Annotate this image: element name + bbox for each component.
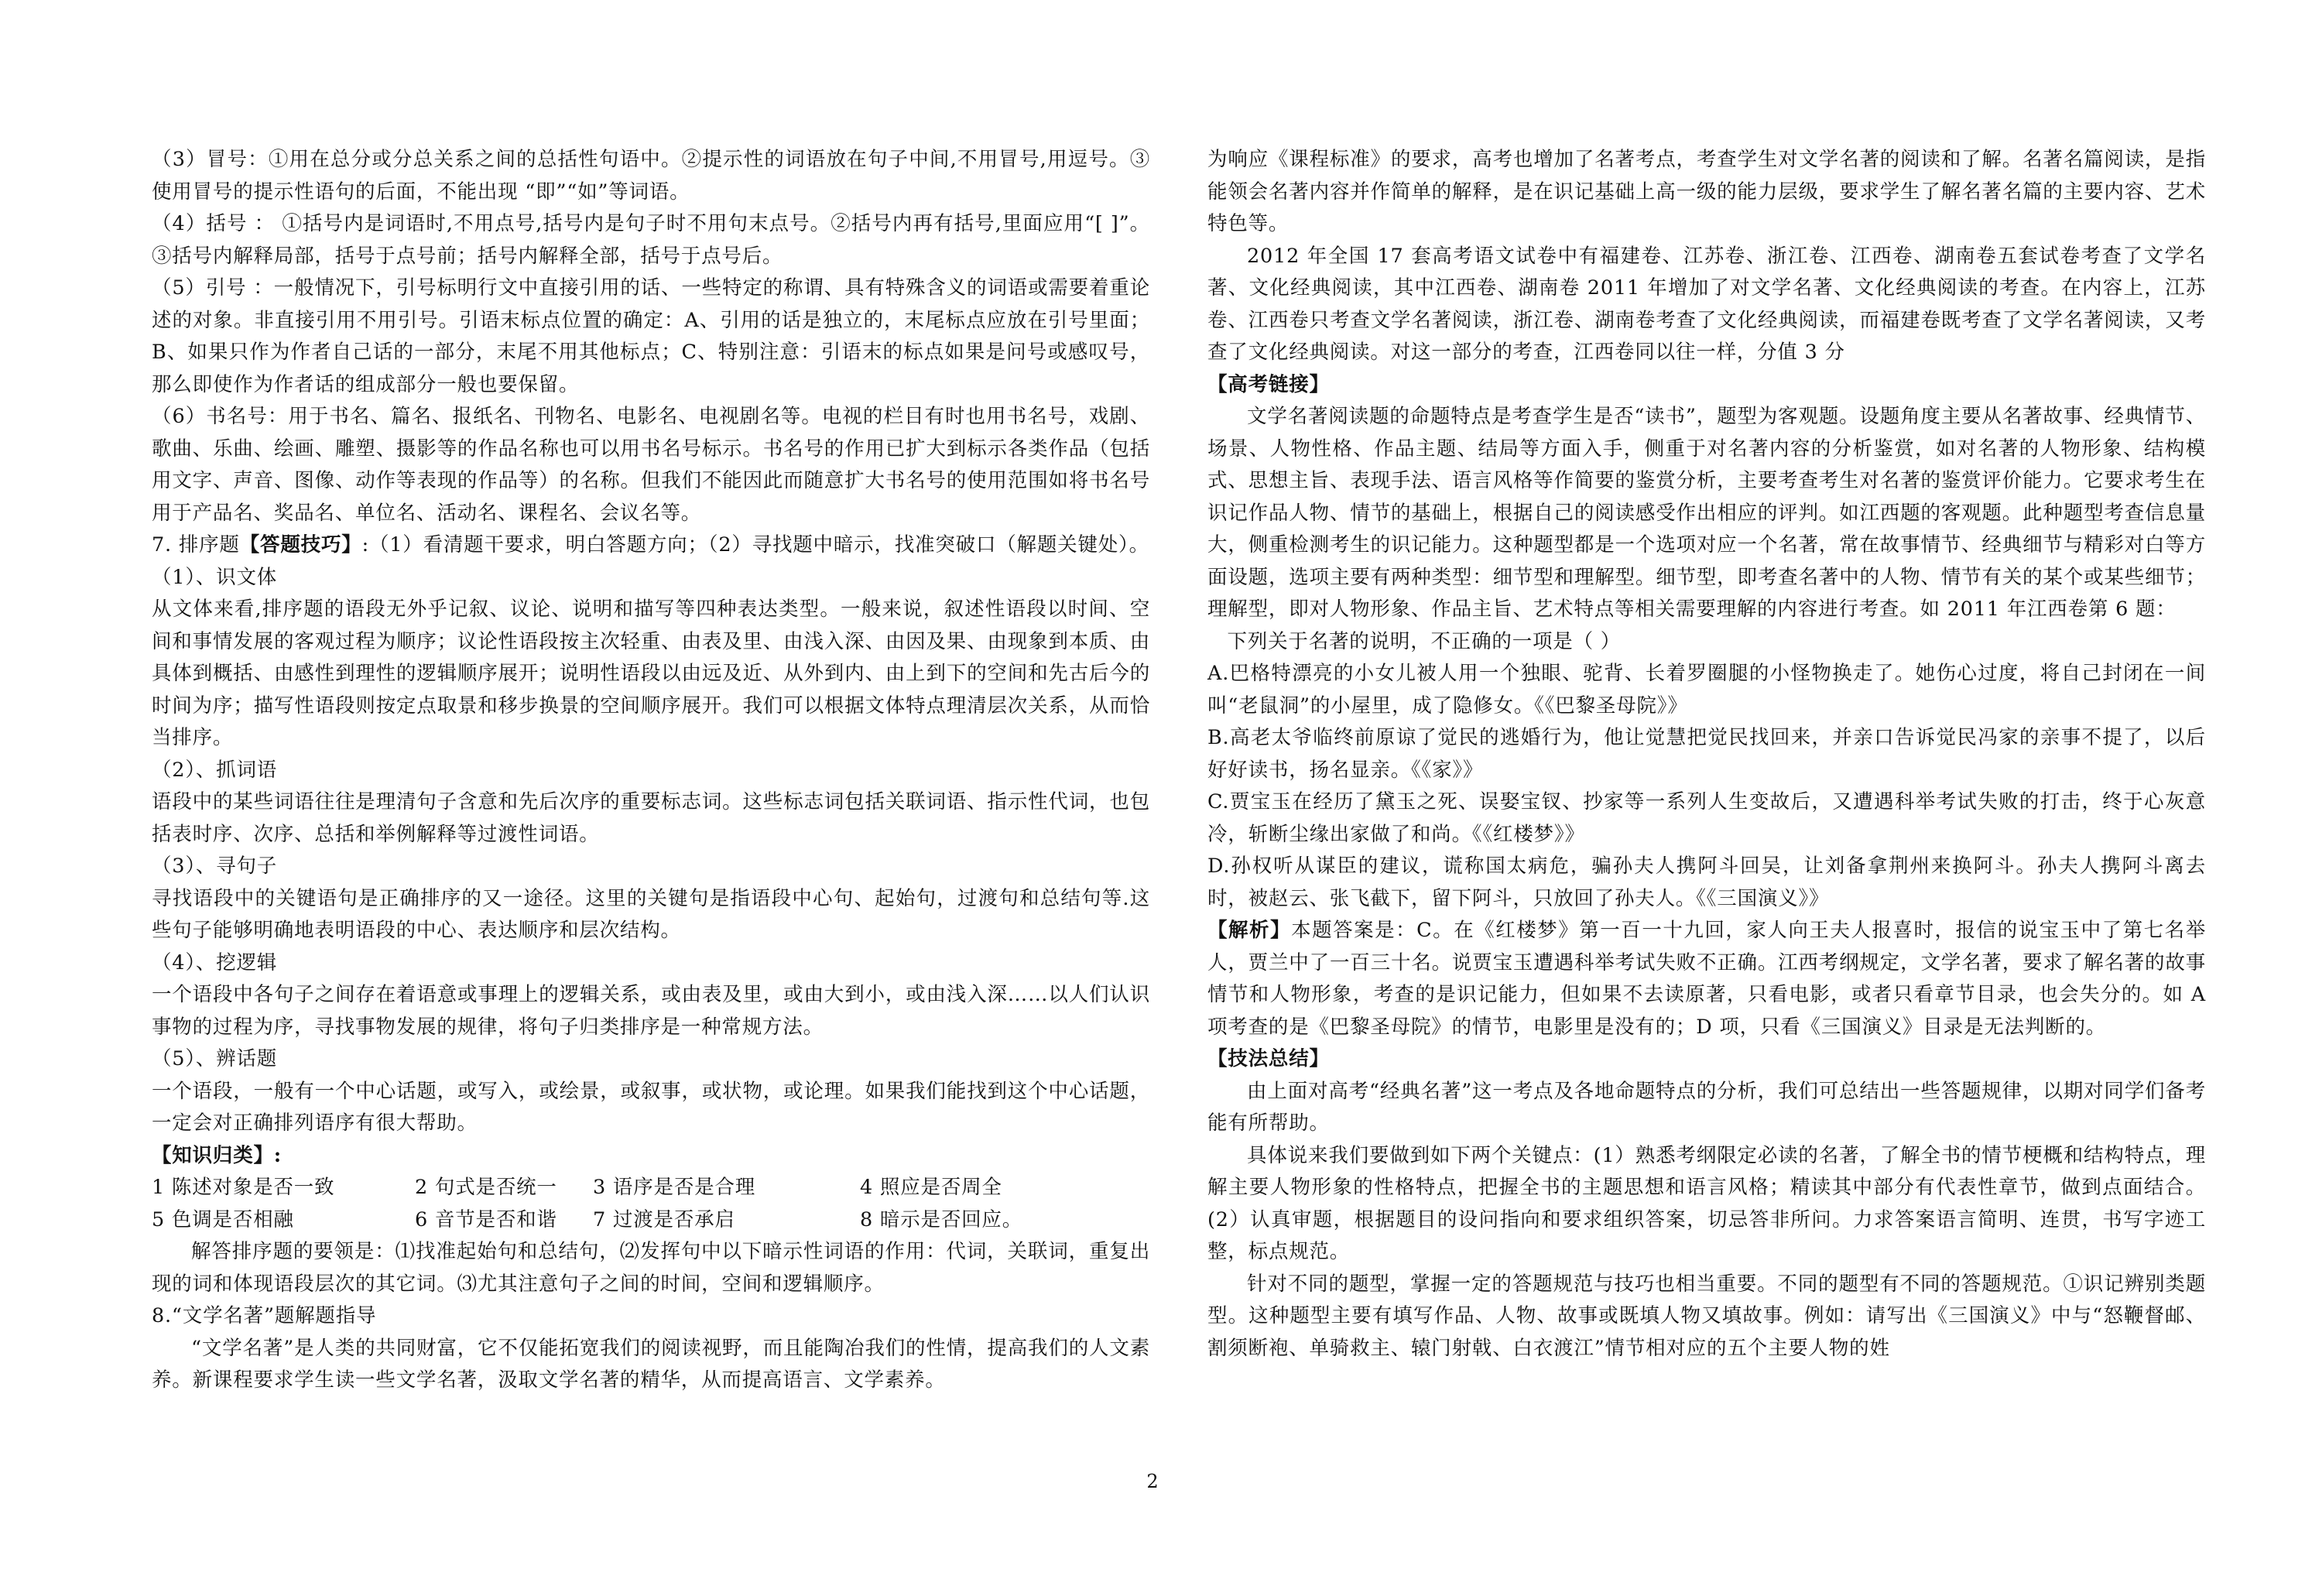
knowledge-item: 8 暗示是否回应。 [860, 1207, 1023, 1231]
question-types-paragraph: 针对不同的题型，掌握一定的答题规范与技巧也相当重要。不同的题型有不同的答题规范。①识记辨别类题型。这种题型主要有填写作品、人物、故事或既填人物又填故事。例如：请写出《三国演义》中与“怒鞭督邮、割须断袍、单骑救主、辕门射戟、白衣渡江”情节相对应的五个主要人物的姓 [1207, 1272, 2206, 1360]
ordering-essentials: 解答排序题的要领是：⑴找准起始句和总结句，⑵发挥句中以下暗示性词语的作用：代词，关联词，重复出现的词和体现语段层次的其它词。⑶尤其注意句子之间的时间，空间和逻辑顺序。 [152, 1240, 1150, 1296]
answer-tips-tag: 【答题技巧】 [239, 533, 362, 557]
genre-paragraph: 从文体来看,排序题的语段无外乎记叙、议论、说明和描写等四种表达类型。一般来说，叙述性语段以时间、空间和事情发展的客观过程为顺序；议论性语段按主次轻重、由表及里、由浅入深、由因及果、由现象到本质、由具体到概括、由感性到理性的逻辑顺序展开；说明性语段以由远及近、从外到内、由上到下的空间和先古后今的时间为序；描写性语段则按定点取景和移步换景的空间顺序展开。我们可以根据文体特点理清层次关系，从而恰当排序。 [152, 598, 1150, 749]
subheading-genre: （1）、识文体 [152, 565, 278, 589]
knowledge-item: 2 句式是否统一 [415, 1176, 557, 1199]
colon-rules: （3）冒号：①用在总分或分总关系之间的总括性句语中。②提示性的词语放在句子中间,不用冒号,用逗号。③使用冒号的提示性语句的后面，不能出现 “即”“如”等词语。 [152, 148, 1150, 204]
ordering-question-tips: :（1）看清题干要求，明白答题方向；（2）寻找题中暗示，找准突破口（解题关键处）。 [361, 533, 1149, 557]
bracket-rules: （4）括号 ： ①括号内是词语时,不用点号,括号内是句子时不用句末点号。②括号内再有括号,里面应用“[ ]”。③括号内解释局部，括号于点号前；括号内解释全部，括号于点号后。 [152, 212, 1150, 268]
exam-characteristics-paragraph: 文学名著阅读题的命题特点是考查学生是否“读书”，题型为客观题。设题角度主要从名著故事、经典情节、场景、人物性格、作品主题、结局等方面入手，侧重于对名著内容的分析鉴赏，如对名著的人物形象、结构模式、思想主旨、表现手法、语言风格等作简要的鉴赏分析，主要考查考生对名著的鉴赏评价能力。它要求考生在识记作品人物、情节的基础上，根据自己的阅读感受作出相应的评判。如江西题的客观题。此种题型考查信息量大，侧重检测考生的识记能力。这种题型都是一个选项对应一个名著，常在故事情节、经典细节与精彩对白等方面设题，选项主要有两种类型：细节型和理解型。细节型，即考查名著中的人物、情节有关的某个或某些细节；理解型，即对人物形象、作品主旨、艺术特点等相关需要理解的内容进行考查。如 2011 年江西卷第 6 题： [1207, 405, 2206, 621]
left-column [152, 144, 1150, 1397]
literary-classics-heading: 8.“文学名著”题解题指导 [152, 1304, 377, 1327]
analysis-tag: 【解析】 [1207, 919, 1292, 942]
exam-2012-paragraph: 2012 年全国 17 套高考语文试卷中有福建卷、江苏卷、浙江卷、江西卷、湖南卷五套试卷考查了文学名著、文化经典阅读，其中江西卷、湖南卷 2011 年增加了对文学名著、文化经典阅读的考查。在内容上，江苏卷、江西卷只考查文学名著阅读，浙江卷、湖南卷考查了文化经典阅读，而福建卷既考查了文学名著阅读，又考查了文化经典阅读。对这一部分的考查，江西卷同以往一样，分值 3 分 [1207, 244, 2206, 364]
curriculum-paragraph: 为响应《课程标准》的要求，高考也增加了名著考点，考查学生对文学名著的阅读和了解。名著名篇阅读，是指能领会名著内容并作简单的解释，是在识记基础上高一级的能力层级，要求学生了解名著名篇的主要内容、艺术特色等。 [1207, 148, 2206, 235]
subheading-topic: （5）、辨话题 [152, 1047, 278, 1070]
option-d: D.孙权听从谋臣的建议，谎称国太病危，骗孙夫人携阿斗回吴，让刘备拿荆州来换阿斗。孙夫人携阿斗离去时，被赵云、张飞截下，留下阿斗，只放回了孙夫人。《《三国演义》》 [1207, 855, 2206, 910]
title-mark-rules: （6）书名号：用于书名、篇名、报纸名、刊物名、电影名、电视剧名等。电视的栏目有时也用书名号，戏剧、歌曲、乐曲、绘画、雕塑、摄影等的作品名称也可以用书名号标示。书名号的作用已扩大到标示各类作品（包括用文字、声音、图像、动作等表现的作品等）的名称。但我们不能因此而随意扩大书名号的使用范围如将书名号用于产品名、奖品名、单位名、活动名、课程名、会议名等。 [152, 405, 1150, 525]
knowledge-item: 4 照应是否周全 [860, 1176, 1002, 1199]
knowledge-item: 3 语序是否是合理 [593, 1176, 756, 1199]
option-c: C.贾宝玉在经历了黛玉之死、误娶宝钗、抄家等一系列人生变故后，又遭遇科举考试失败的打击，终于心灰意冷，斩断尘缘出家做了和尚。《《红楼梦》》 [1207, 790, 2206, 846]
page-number: 2 [1146, 1471, 1159, 1492]
words-paragraph: 语段中的某些词语往往是理清句子含意和先后次序的重要标志词。这些标志词包括关联词语、指示性代词，也包括表时序、次序、总括和举例解释等过渡性词语。 [152, 790, 1150, 846]
analysis-text: 本题答案是：C。在《红楼梦》第一百一十九回，家人向王夫人报喜时，报信的说宝玉中了第七名举人，贾兰中了一百三十名。说贾宝玉遭遇科举考试失败不正确。江西考纲规定，文学名著，要求了解名著的故事情节和人物形象，考查的是识记能力，但如果不去读原著，只看电影，或者只看章节目录，也会失分的。如 A 项考查的是《巴黎圣母院》的情节，电影里是没有的；D 项，只看《三国演义》目录是无法判断的。 [1207, 919, 2206, 1039]
knowledge-item: 6 音节是否和谐 [415, 1207, 557, 1231]
topic-paragraph: 一个语段，一般有一个中心话题，或写入，或绘景，或叙事，或状物，或论理。如果我们能找到这个中心话题，一定会对正确排列语序有很大帮助。 [152, 1079, 1150, 1135]
option-b: B.高老太爷临终前原谅了觉民的逃婚行为，他让觉慧把觉民找回来，并亲口告诉觉民冯家的亲事不提了，以后好好读书，扬名显亲。《《家》》 [1207, 726, 2206, 782]
subheading-sentences: （3）、寻句子 [152, 855, 278, 878]
knowledge-classification-table [152, 1172, 1150, 1236]
knowledge-classification-heading: 【知识归类】: [152, 1143, 283, 1167]
key-points-paragraph: 具体说来我们要做到如下两个关键点：(1）熟悉考纲限定必读的名著，了解全书的情节梗概和结构特点，理解主要人物形象的性格特点，把握全书的主题思想和语言风格；精读其中部分有代表性章节，做到点面结合。(2）认真审题，根据题目的设问指向和要求组织答案，切忌答非所问。力求答案语言简明、连贯，书写字迹工整，标点规范。 [1207, 1143, 2206, 1263]
logic-paragraph: 一个语段中各句子之间存在着语意或事理上的逻辑关系，或由表及里，或由大到小，或由浅入深……以人们认识事物的过程为序，寻找事物发展的规律，将句子归类排序是一种常规方法。 [152, 983, 1150, 1039]
ordering-question-title: 7. 排序题 [152, 533, 240, 557]
technique-intro: 由上面对高考“经典名著”这一考点及各地命题特点的分析，我们可总结出一些答题规律，以期对同学们备考能有所帮助。 [1207, 1079, 2206, 1135]
analysis-paragraph [1207, 915, 2206, 1043]
knowledge-item: 7 过渡是否承启 [593, 1207, 735, 1231]
technique-summary-heading: 【技法总结】 [1207, 1047, 1330, 1070]
knowledge-item: 5 色调是否相融 [152, 1207, 294, 1231]
exam-link-heading: 【高考链接】 [1207, 372, 1330, 396]
knowledge-item: 1 陈述对象是否一致 [152, 1176, 335, 1199]
question-stem: 下列关于名著的说明，不正确的一项是（ ） [1227, 629, 1622, 653]
sentences-paragraph: 寻找语段中的关键语句是正确排序的又一途径。这里的关键句是指语段中心句、起始句，过渡句和总结句等.这些句子能够明确地表明语段的中心、表达顺序和层次结构。 [152, 886, 1150, 942]
subheading-words: （2）、抓词语 [152, 758, 278, 782]
right-column [1207, 144, 2206, 1365]
quote-rules: （5）引号 ：一般情况下，引号标明行文中直接引用的话、一些特定的称谓、具有特殊含义的词语或需要着重论述的对象。非直接引用不用引号。引语末标点位置的确定：A、引用的话是独立的，末尾标点应放在引号里面；B、如果只作为作者自己话的一部分，末尾不用其他标点；C、特别注意：引语末的标点如果是问号或感叹号，那么即使作为作者话的组成部分一般也要保留。 [152, 276, 1150, 396]
literary-classics-intro: “文学名著”是人类的共同财富，它不仅能拓宽我们的阅读视野，而且能陶冶我们的性情，提高我们的人文素养。新课程要求学生读一些文学名著，汲取文学名著的精华，从而提高语言、文学素养。 [152, 1336, 1150, 1392]
subheading-logic: （4）、挖逻辑 [152, 950, 278, 974]
option-a: A.巴格特漂亮的小女儿被人用一个独眼、驼背、长着罗圈腿的小怪物换走了。她伤心过度，将自己封闭在一间叫“老鼠洞”的小屋里，成了隐修女。《《巴黎圣母院》》 [1207, 662, 2206, 718]
ordering-question-intro [152, 529, 1150, 562]
